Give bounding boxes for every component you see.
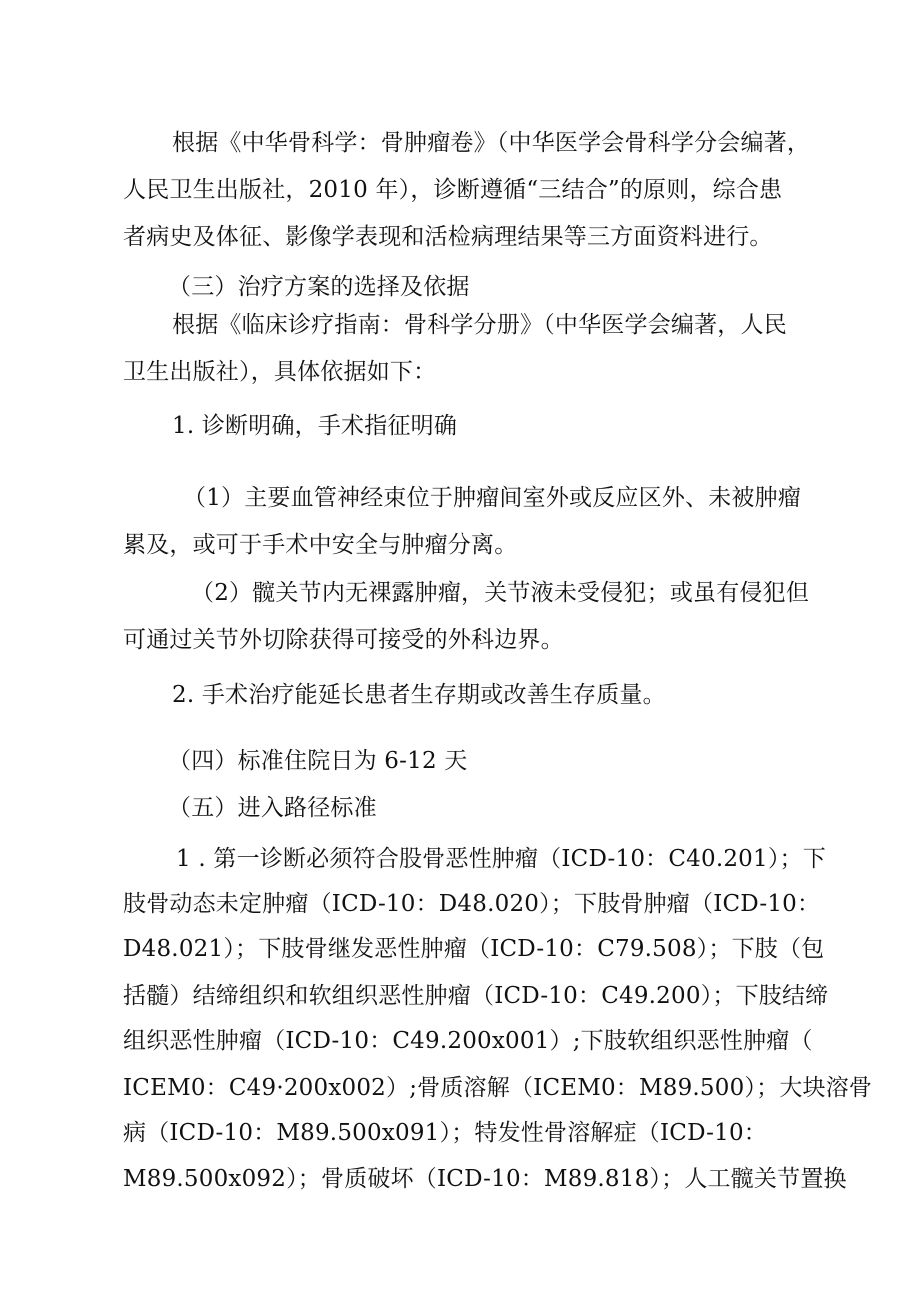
item2: 2. 手术治疗能延长患者生存期或改善生存质量。 (172, 682, 666, 708)
sub2-line2: 可通过关节外切除获得可接受的外科边界。 (123, 627, 564, 653)
sub1-line2: 累及，或可于手术中安全与肿瘤分离。 (123, 532, 518, 558)
para1-line2: 人民卫生出版社，2010 年），诊断遵循“三结合”的原则，综合患 (123, 177, 783, 203)
para3-line5: 组织恶性肿瘤（ICD-10：C49.200x001）;下肢软组织恶性肿瘤（ (123, 1028, 813, 1054)
section5-heading: （五）进入路径标准 (168, 795, 377, 821)
para3-line2: 肢骨动态未定肿瘤（ICD-10：D48.020）；下肢骨肿瘤（ICD-10： (123, 891, 821, 917)
item1-heading: 1. 诊断明确，手术指征明确 (172, 413, 458, 439)
para3-line7: 病（ICD-10：M89.500x091）；特发性骨溶解症（ICD-10： (123, 1120, 767, 1146)
sub2-line1: （2）髋关节内无裸露肿瘤，关节液未受侵犯；或虽有侵犯但 (191, 580, 810, 606)
para1-line1: 根据《中华骨科学：骨肿瘤卷》（中华医学会骨科学分会编著， (172, 130, 811, 156)
para2-line1: 根据《临床诊疗指南：骨科学分册》（中华医学会编著，人民 (172, 312, 787, 338)
para3-line3: D48.021）；下肢骨继发恶性肿瘤（ICD-10：C79.508）；下肢（包 (123, 936, 825, 962)
para2-line2: 卫生出版社），具体依据如下： (123, 359, 437, 385)
para3-line6: ICEM0：C49·200x002）;骨质溶解（ICEM0：M89.500）；大块溶骨 (123, 1075, 873, 1101)
para3-line1: 1 . 第一诊断必须符合股骨恶性肿瘤（ICD-10：C40.201）；下 (176, 846, 826, 872)
section4-heading: （四）标准住院日为 6-12 天 (168, 748, 468, 774)
sub1-line1: （1）主要血管神经束位于肿瘤间室外或反应区外、未被肿瘤 (183, 485, 802, 511)
para1-line3: 者病史及体征、影像学表现和活检病理结果等三方面资料进行。 (123, 224, 773, 250)
para3-line8: M89.500x092）；骨质破坏（ICD-10：M89.818）；人工髋关节置换 (123, 1166, 847, 1192)
section3-heading: （三）治疗方案的选择及依据 (168, 274, 470, 300)
para3-line4: 括髓）结缔组织和软组织恶性肿瘤（ICD-10：C49.200）；下肢结缔 (123, 983, 829, 1009)
